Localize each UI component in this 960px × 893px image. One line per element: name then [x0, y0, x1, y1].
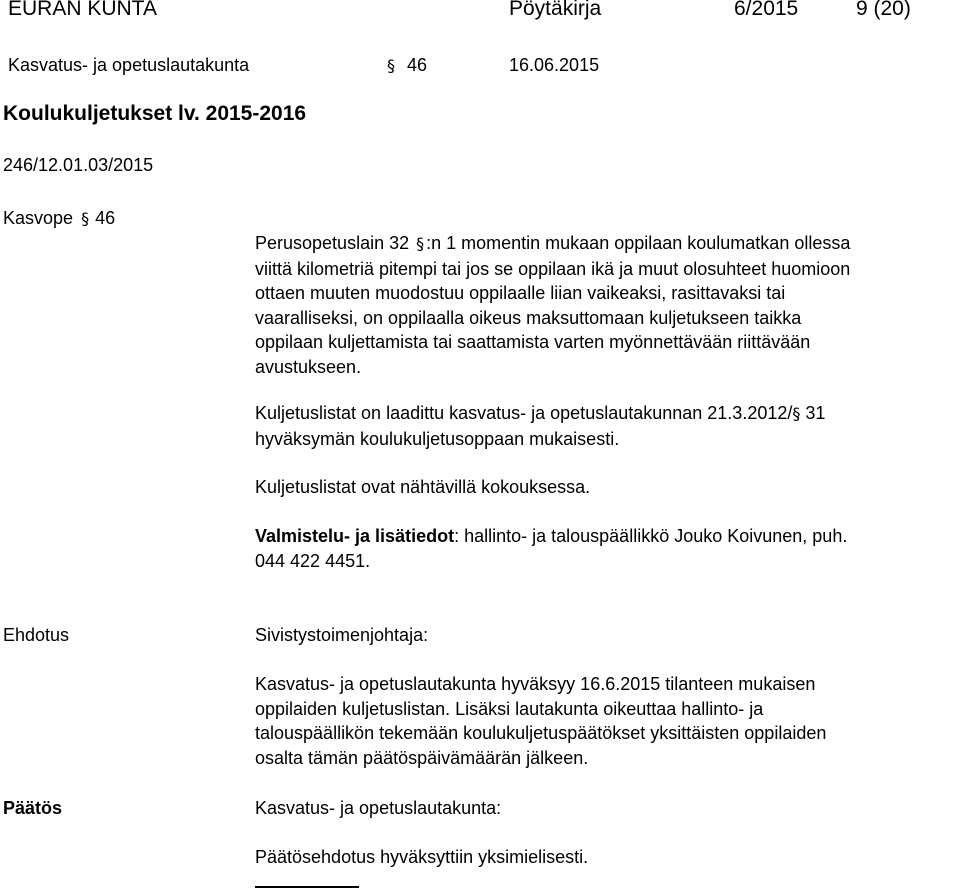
text-line: osalta tämän päätöspäivämäärän jälkeen.	[255, 747, 589, 768]
text-line: hyväksymän koulukuljetusoppaan mukaisesti.	[255, 428, 620, 449]
proposal-text	[255, 672, 955, 770]
proposal-presenter: Sivistystoimenjohtaja:	[255, 625, 429, 645]
text-line: ottaen muuten muodostuu oppilaalle liian vaikeaksi, rasittavaksi tai	[255, 283, 786, 303]
signature-rule	[255, 886, 359, 888]
header-section	[385, 53, 427, 78]
text-line: avustukseen.	[255, 356, 362, 377]
document-type: Pöytäkirja	[509, 0, 602, 20]
phone-number: 044 422 4451.	[255, 550, 371, 571]
diary-number: 246/12.01.03/2015	[3, 155, 154, 175]
text-line: vaaralliseksi, on oppilaalla oikeus maksuttomaan kuljetukseen taikka	[255, 307, 802, 328]
section-symbol: §	[416, 234, 425, 253]
committee-name: Kasvatus- ja opetuslautakunta	[8, 55, 250, 75]
text-line: oppilaan kuljettamista tai saattamista varten myönnettävään riittävään	[255, 332, 811, 352]
text-line: Kuljetuslistat on laadittu kasvatus- ja opetuslautakunnan 21.3.2012/§ 31	[255, 401, 955, 427]
preparation-label: Valmistelu- ja lisätiedot	[255, 526, 455, 546]
document-number: 6/2015	[734, 0, 799, 20]
decision-body: Kasvatus- ja opetuslautakunta:	[255, 798, 502, 818]
text-line: Kuljetuslistat ovat nähtävillä kokouksessa.	[255, 477, 591, 497]
text-line: Kasvatus- ja opetuslautakunta hyväksyy 16.6.2015 tilanteen mukaisen	[255, 674, 816, 694]
paragraph-lists-available	[255, 475, 955, 500]
section-symbol: §	[792, 404, 801, 423]
text-line: viittä kilometriä pitempi tai jos se oppilaan ikä ja muut olosuhteet huomioon	[255, 258, 851, 279]
text-line: Perusopetuslain 32 § :n 1 momentin mukaan oppilaan koulumatkan ollessa	[255, 231, 955, 257]
kasvope-prefix: Kasvope	[3, 208, 74, 228]
paragraph-preparation-contact	[255, 524, 955, 573]
kasvope-label	[3, 206, 115, 231]
meeting-date: 16.06.2015	[509, 55, 600, 75]
paragraph-legal-basis	[255, 231, 955, 379]
section-symbol: §	[387, 56, 395, 75]
text-line: oppilaiden kuljetuslistan. Lisäksi lautakunta oikeuttaa hallinto- ja	[255, 698, 764, 719]
decision-label: Päätös	[3, 798, 63, 818]
municipality-name: EURAN KUNTA	[8, 0, 157, 20]
paragraph-lists-prepared	[255, 401, 955, 451]
kasvope-number: 46	[95, 208, 116, 228]
text-line: Valmistelu- ja lisätiedot: hallinto- ja talouspäällikkö Jouko Koivunen, puh.	[255, 526, 848, 546]
text-line: talouspäällikön tekemään koulukuljetuspäätökset yksittäisten oppilaiden	[255, 723, 827, 743]
section-symbol: §	[81, 209, 90, 228]
page-number: 9 (20)	[856, 0, 911, 20]
decision-text: Päätösehdotus hyväksyttiin yksimielisesti.	[255, 847, 589, 867]
section-number: 46	[407, 55, 428, 75]
page-title: Koulukuljetukset lv. 2015-2016	[3, 102, 307, 125]
proposal-label: Ehdotus	[3, 625, 70, 645]
